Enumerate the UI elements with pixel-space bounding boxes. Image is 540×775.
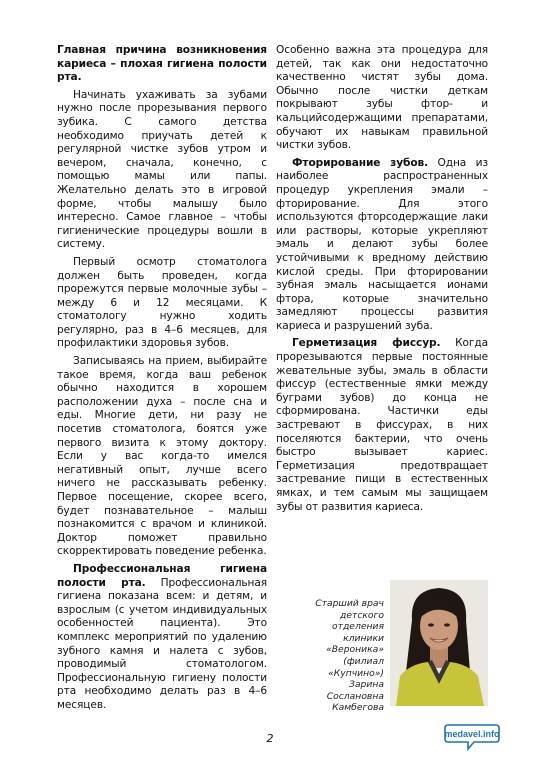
- caption-role: Старший врач детского отделения клиники «Вероника» (филиал «Купчино»): [315, 598, 384, 679]
- section-title-caries: Главная причина возникновения кариеса – плохая гигиена полости рта.: [57, 44, 267, 84]
- paragraph: Особенно важна эта процедура для детей, так как они недостаточно качественно чистят зубы дома. Обычно после чистки деткам покрывают зубы фтор- и кальцийсодержащими препаратами, обучают их навыкам правильной чистки зубов.: [276, 44, 488, 152]
- site-logo[interactable]: [444, 722, 500, 752]
- right-column: [276, 44, 488, 518]
- caption-name: Зарина Сослановна Камбегова: [326, 679, 384, 714]
- section-title-sealing: Герметизация фиссур.: [292, 337, 441, 350]
- photo-caption: [292, 598, 384, 714]
- doctor-photo: [390, 580, 488, 706]
- left-column: [57, 44, 267, 717]
- speech-bubble-logo-icon: [444, 722, 500, 752]
- paragraph: Профессиональная гигиена полости рта. Профессиональная гигиена показана всем: и детям, и взрослым (с учетом индивидуальных особенностей пациента). Это комплекс мероприятий по удалению зубного камня и налета с зубов, проводимый стоматологом. Профессиональную гигиену полости рта необходимо делать раз в 4–6 месяцев.: [57, 562, 267, 711]
- paragraph: Первый осмотр стоматолога должен быть проведен, когда прорежутся первые молочные зубы – между 6 и 12 месяцами. К стоматологу нужно ходить регулярно, раз в 4–6 месяцев, для профилактики здоровья зубов.: [57, 255, 267, 350]
- section-title-professional-hygiene: Профессиональная гигиена полости рта.: [57, 562, 267, 589]
- doctor-portrait-icon: [390, 580, 488, 706]
- logo-text: medavel.info: [444, 729, 500, 739]
- paragraph: Герметизация фиссур. Когда прорезываются первые постоянные жевательные зубы, эмаль в области фиссур (естественные ямки между буграми зубов) до конца не сформирована. Частички еды застревают в фиссурах, в них поселяются бактерии, что очень быстро вызывает кариес. Герметизация предотвращает застревание пищи в естественных ямках, и тем самым мы защищаем зубы от развития кариеса.: [276, 337, 488, 513]
- page-number: 2: [266, 732, 274, 745]
- paragraph: Записываясь на прием, выбирайте такое время, когда ваш ребенок обычно находится в хорошем расположении духа – после сна и еды. Многие дети, ни разу не посетив стоматолога, боятся уже первого визита к этому доктору. Если у вас когда-то имелся негативный опыт, лучше всего ничего не рассказывать ребенку. Первое посещение, скорее всего, будет познавательное – малыш познакомится с врачом и клиникой. Доктор поможет правильно скорректировать поведение ребенка.: [57, 355, 267, 558]
- paragraph: Фторирование зубов. Одна из наиболее распространенных процедур укрепления эмали – фторирование. Для этого используются фторсодержащие лаки или растворы, которые укрепляют эмаль и делают зубы более устойчивыми к вредному действию кислой среды. При фторировании зубная эмаль насыщается ионами фтора, которые значительно замедляют процессы развития кариеса и разрушений зуба.: [276, 156, 488, 332]
- section-title-fluoridation: Фторирование зубов.: [292, 156, 429, 169]
- paragraph: Начинать ухаживать за зубами нужно после прорезывания первого зубика. С самого детства необходимо приучать детей к регулярной чистке зубов утром и вечером, сначала, конечно, с помощью мамы или папы. Желательно делать это в игровой форме, чтобы малышу было интересно. Самое главное – чтобы гигиенические процедуры вошли в систему.: [57, 88, 267, 251]
